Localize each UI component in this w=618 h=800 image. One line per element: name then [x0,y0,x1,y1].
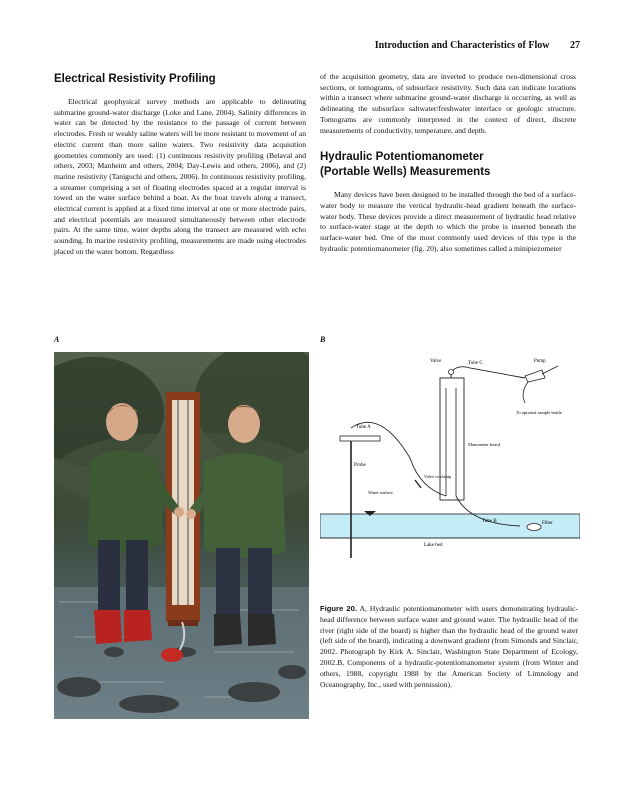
section-heading-electrical-resistivity: Electrical Resistivity Profiling [54,73,216,85]
label-lake-bed: Lake bed [424,543,443,548]
caption-label: Figure 20. [320,604,357,613]
paragraph-electrical-resistivity: Electrical geophysical survey methods are applicable to delineating submarine ground-water discharge (Loke and Lane, 2004). Salinity differences in water can be detected by the resistance to the passage of current between electrodes. Fresh or weakly saline waters will be more resistant to movement of an electric current than more saline waters. Two resistivity data acquisition geometries commonly are used: (1) continuous resistivity profiling (Belaval and others, 2003; Manheim and others, 2004; Day-Lewis and others, 2006), and (2) marine resistivity (Taniguchi and others, 2006). In continuous resistivity profiling, a streamer comprising a set of floating electrodes spaced at a regular interval is towed on the water surface behind a boat. As the boat travels along a transect, electrical current is applied at a fixed time interval at one or more electrode pairs, and electrical potentials are measured simultaneously between other electrode pairs. At the same time, water depths along the transect are measured with echo sounding. In marine resistivity profiling, measurements are made using electrodes placed on the water bottom. Regardless [54,97,306,256]
label-valve-clamp: Valve or clamp [424,474,452,479]
heading-line-2: (Portable Wells) Measurements [320,166,491,179]
tube-a [351,422,446,496]
label-tube-b: Tube B [482,519,497,524]
paragraph-potentiomanometer: Many devices have been designed to be installed through the bed of a surface-water body to measure the vertical hydraulic-head gradient beneath the surface-water body. These devices provide a direct measurement of hydraulic head relative to surface-water stage at the depth to which the probe is inserted beneath the surface-water bed. One of the most commonly used devices of this type is the hydraulic potentiomanometer (fig. 20), also sometimes called a minipiezometer [320,190,576,253]
label-water-surface: Water surface [368,490,393,495]
paragraph-continuation: of the acquisition geometry, data are inverted to produce two-dimensional cross sections, or tomograms, of subsurface resistivity. Such data can indicate locations within a transect where submarine ground-water discharge is occurring, as well as delineating the subsurface saltwater/freshwater interface or geologic structure. Tomograms are commonly interpreted in the context of direct, discrete measurements of conductivity, temperature, and depth. [320,72,576,135]
page-number: 27 [570,40,580,51]
field-photograph [54,352,309,719]
label-filter: Filter [542,521,553,526]
potentiomanometer-diagram [320,348,580,598]
filter-icon [527,524,541,531]
figure-label-a: A [54,335,60,344]
right-column [320,72,576,254]
heading-line-1: Hydraulic Potentiomanometer [320,151,484,164]
tube-c [451,367,525,378]
label-pump: Pump [534,359,546,364]
left-column [54,72,306,258]
manometer-board [440,378,464,500]
label-to-sample: To optional sample bottle [516,410,562,415]
label-tube-a: Tube A [356,425,371,430]
figure-caption [320,604,578,690]
section-heading-potentiomanometer [320,150,576,180]
pump-icon [525,370,545,382]
label-tube-c: Tube C [468,361,483,366]
caption-text: A, Hydraulic potentiomanometer with users demonstrating hydraulic-head difference between surface water and ground water. The hydraulic head of the river (right side of the board) is higher than the hydraulic head of the ground water (left side of the board), indicating a downward gradient (from Simonds and Sinclair, 2002. Photograph by Kirk A. Sinclair, Washington State Department of Ecology, 2002.B, Components of a hydraulic-potentiomanometer system (from Winter and others, 1988, copyright 1988 by the American Society of Limnology and Oceanography, Inc., used with permission). [320,604,579,689]
label-valve: Valve [430,359,442,364]
running-header [375,40,580,51]
valve-icon [449,370,454,375]
label-probe: Probe [354,463,366,468]
label-manometer: Manometer board [468,442,501,447]
running-title: Introduction and Characteristics of Flow [374,40,550,51]
figure-label-b: B [320,335,326,344]
